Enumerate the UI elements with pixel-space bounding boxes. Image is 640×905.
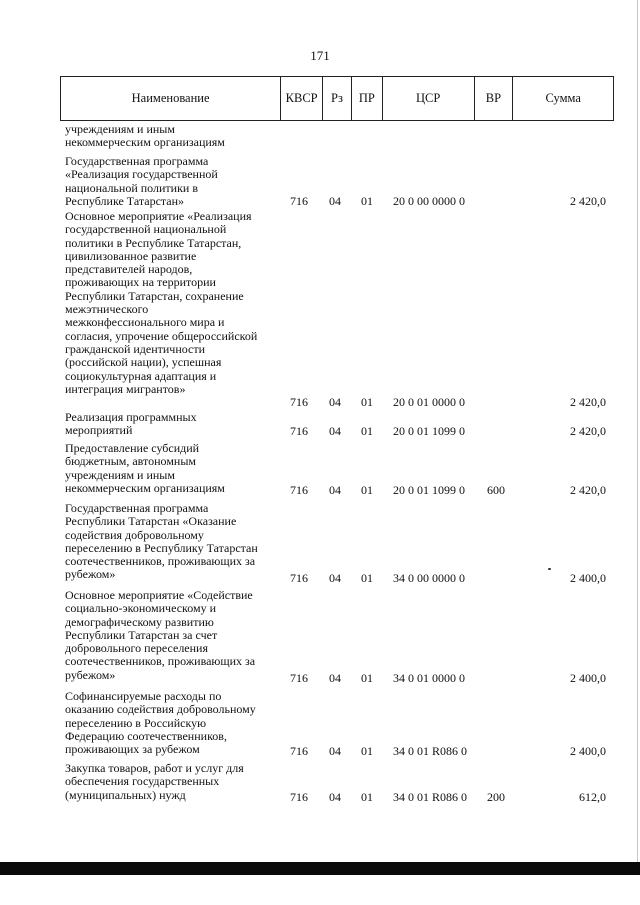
row-rz: 04 <box>329 194 341 208</box>
row-rz: 04 <box>329 671 341 685</box>
row-rz: 04 <box>329 483 341 497</box>
row-csr: 34 0 01 R086 0 <box>393 744 468 758</box>
row-sum: 2 400,0 <box>570 571 606 585</box>
row-csr: 20 0 01 1099 0 <box>393 424 465 438</box>
row-name: Софинансируемые расходы по оказанию содействия добровольному переселению в Российскую Федерацию соотечественников, проживающих за рубежом <box>65 689 256 757</box>
row-kvsr: 716 <box>290 790 308 804</box>
row-sum: 612,0 <box>579 790 606 804</box>
row-rz: 04 <box>329 424 341 438</box>
row-kvsr: 716 <box>290 571 308 585</box>
row-vr: 200 <box>487 790 505 804</box>
row-csr: 20 0 00 0000 0 <box>393 194 465 208</box>
row-pr: 01 <box>361 483 373 497</box>
row-name: Основное мероприятие «Реализация государственной национальной политики в Республике Татарстан, цивилизованное развитие представителей народов, проживающих на территории Республики Татарстан, сохранение межэтнического межконфессионального мира и согласия, упрочение общероссийской гражданской идентичности (российской нации), успешная социокультурная адаптация и интеграция мигрантов» <box>65 209 258 396</box>
header-sum: Сумма <box>545 91 581 105</box>
row-pr: 01 <box>361 395 373 409</box>
row-kvsr: 716 <box>290 194 308 208</box>
row-name: Государственная программа «Реализация государственной национальной политики в Республике Татарстан» <box>65 154 218 208</box>
scan-speck <box>548 568 551 570</box>
row-name: Закупка товаров, работ и услуг для обеспечения государственных (муниципальных) нужд <box>65 761 244 802</box>
row-pr: 01 <box>361 424 373 438</box>
row-pr: 01 <box>361 194 373 208</box>
row-pr: 01 <box>361 571 373 585</box>
row-sum: 2 420,0 <box>570 424 606 438</box>
row-csr: 20 0 01 1099 0 <box>393 483 465 497</box>
row-kvsr: 716 <box>290 671 308 685</box>
row-rz: 04 <box>329 744 341 758</box>
row-name: Основное мероприятие «Содействие социально-экономическому и демографическому развитию Республики Татарстан за счет добровольного переселения соотечественников, проживающих за рубежом» <box>65 588 256 682</box>
row-name: учреждениям и иным некоммерческим организациям <box>65 122 225 150</box>
scan-bottom-border <box>0 862 640 875</box>
header-csr: ЦСР <box>383 77 475 120</box>
row-kvsr: 716 <box>290 744 308 758</box>
row-sum: 2 420,0 <box>570 194 606 208</box>
row-pr: 01 <box>361 790 373 804</box>
row-sum: 2 420,0 <box>570 395 606 409</box>
header-pr: ПР <box>352 77 383 120</box>
row-csr: 34 0 00 0000 0 <box>393 571 465 585</box>
row-csr: 20 0 01 0000 0 <box>393 395 465 409</box>
row-sum: 2 400,0 <box>570 671 606 685</box>
row-name: Реализация программных мероприятий <box>65 410 197 438</box>
row-pr: 01 <box>361 671 373 685</box>
header-rz: Рз <box>323 77 352 120</box>
row-kvsr: 716 <box>290 483 308 497</box>
row-rz: 04 <box>329 790 341 804</box>
scan-edge-line <box>637 0 638 862</box>
row-vr: 600 <box>487 483 505 497</box>
row-rz: 04 <box>329 571 341 585</box>
row-pr: 01 <box>361 744 373 758</box>
header-kvsr: КВСР <box>281 77 323 120</box>
row-csr: 34 0 01 0000 0 <box>393 671 465 685</box>
row-name: Государственная программа Республики Татарстан «Оказание содействия добровольному переселению в Республику Татарстан соотечественников, проживающих за рубежом» <box>65 501 258 582</box>
header-vr: ВР <box>475 77 514 120</box>
row-rz: 04 <box>329 395 341 409</box>
row-kvsr: 716 <box>290 424 308 438</box>
page-number: 171 <box>310 48 330 63</box>
header-name: Наименование <box>61 77 281 120</box>
row-sum: 2 420,0 <box>570 483 606 497</box>
row-sum: 2 400,0 <box>570 744 606 758</box>
row-kvsr: 716 <box>290 395 308 409</box>
row-name: Предоставление субсидий бюджетным, автономным учреждениям и иным некоммерческим организациям <box>65 441 225 495</box>
row-csr: 34 0 01 R086 0 <box>393 790 468 804</box>
